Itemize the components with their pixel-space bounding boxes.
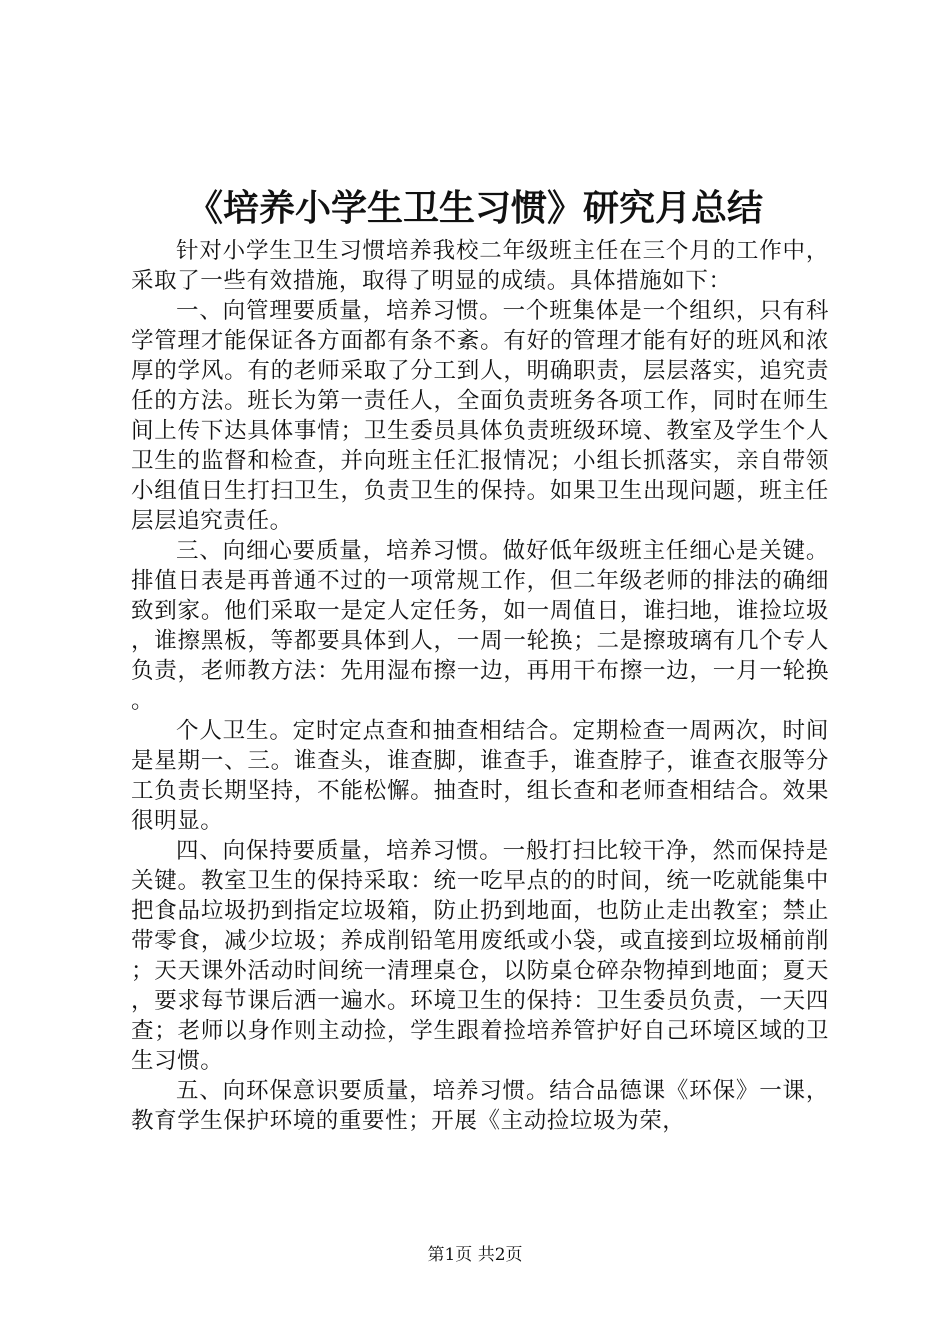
page-footer: 第1页 共2页 — [427, 1245, 523, 1265]
document-body — [131, 236, 829, 1136]
paragraph-carefulness: 三、向细心要质量，培养习惯。做好低年级班主任细心是关键。排值日表是再普通不过的一项常规工作，但二年级老师的排法的确细致到家。他们采取一是定人定任务，如一周值日，谁扫地，谁捡垃圾，谁擦黑板，等都要具体到人，一周一轮换；二是擦玻璃有几个专人负责，老师教方法：先用湿布擦一边，再用干布擦一边，一月一轮换。 — [131, 538, 829, 714]
paragraph-management: 一、向管理要质量，培养习惯。一个班集体是一个组织，只有科学管理才能保证各方面都有条不紊。有好的管理才能有好的班风和浓厚的学风。有的老师采取了分工到人，明确职责，层层落实，追究责任的方法。班长为第一责任人，全面负责班务各项工作，同时在师生间上传下达具体事情；卫生委员具体负责班级环境、教室及学生个人卫生的监督和检查，并向班主任汇报情况；小组长抓落实，亲自带领小组值日生打扫卫生，负责卫生的保持。如果卫生出现问题，班主任层层追究责任。 — [131, 298, 829, 534]
paragraph-maintenance: 四、向保持要质量，培养习惯。一般打扫比较干净，然而保持是关键。教室卫生的保持采取：统一吃早点的的时间，统一吃就能集中把食品垃圾扔到指定垃圾箱，防止扔到地面，也防止走出教室；禁止带零食，减少垃圾；养成削铅笔用废纸或小袋，或直接到垃圾桶前削；天天课外活动时间统一清理桌仓，以防桌仓碎杂物掉到地面；夏天，要求每节课后洒一遍水。环境卫生的保持：卫生委员负责，一天四查；老师以身作则主动捡，学生跟着捡培养管护好自己环境区域的卫生习惯。 — [131, 838, 829, 1074]
document-title: 《培养小学生卫生习惯》研究月总结 — [186, 187, 763, 229]
paragraph-personal-hygiene: 个人卫生。定时定点查和抽查相结合。定期检查一周两次，时间是星期一、三。谁查头，谁查脚，谁查手，谁查脖子，谁查衣服等分工负责长期坚持，不能松懈。抽查时，组长查和老师查相结合。效果很明显。 — [131, 718, 829, 834]
paragraph-environment: 五、向环保意识要质量，培养习惯。结合品德课《环保》一课，教育学生保护环境的重要性；开展《主动捡垃圾为荣， — [131, 1078, 829, 1134]
paragraph-intro: 针对小学生卫生习惯培养我校二年级班主任在三个月的工作中，采取了一些有效措施，取得了明显的成绩。具体措施如下： — [131, 238, 829, 294]
